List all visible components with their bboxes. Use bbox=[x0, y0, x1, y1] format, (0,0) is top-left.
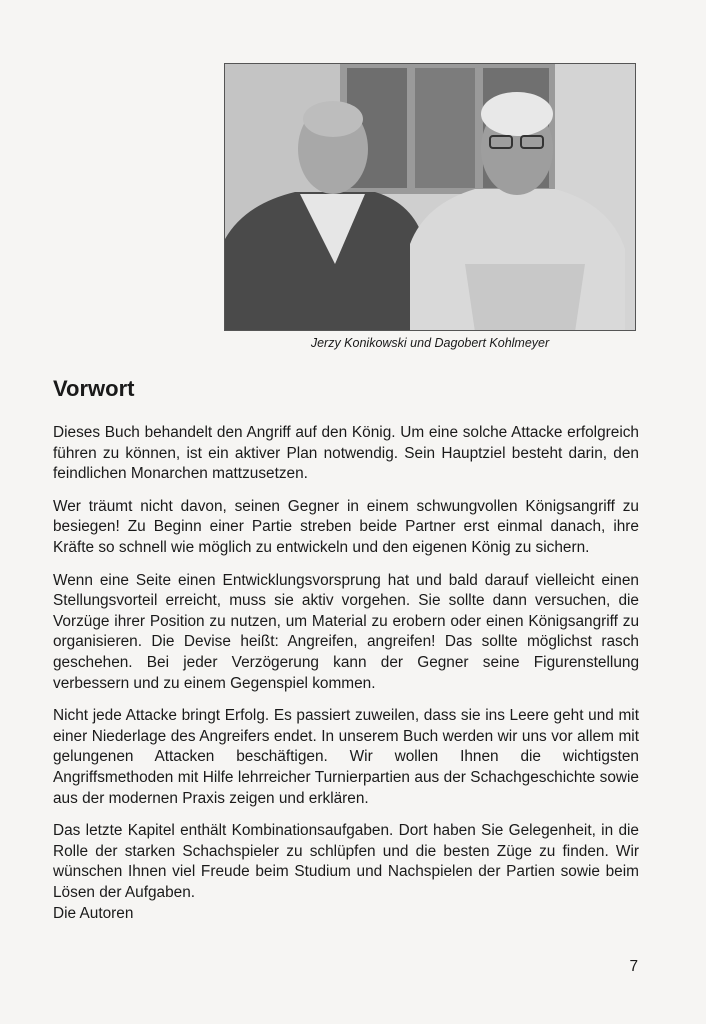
section-heading: Vorwort bbox=[53, 376, 135, 401]
photo-caption: Jerzy Konikowski und Dagobert Kohlmeyer bbox=[310, 336, 550, 350]
author-photo-image bbox=[225, 64, 636, 331]
paragraph: Wer träumt nicht davon, seinen Gegner in einem schwungvollen Königsangriff zu besiegen! Zu Beginn einer Partie streben beide Partner erst einmal danach, ihre Kräfte so schnell wie möglich zu entwickeln und den eigenen König zu sichern. bbox=[53, 497, 639, 556]
foreword-body bbox=[53, 423, 639, 915]
authors-signature: Die Autoren bbox=[53, 905, 134, 922]
page-number: 7 bbox=[629, 958, 638, 975]
paragraph: Das letzte Kapitel enthält Kombinationsaufgaben. Dort haben Sie Gelegenheit, in die Rolle der starken Schachspieler zu schlüpfen und die besten Züge zu finden. Wir wünschen Ihnen viel Freude beim Studium und Nachspielen der Partien sowie beim Lösen der Aufgaben. bbox=[53, 822, 639, 901]
author-photo bbox=[224, 63, 636, 331]
paragraph: Dieses Buch behandelt den Angriff auf den König. Um eine solche Attacke erfolgreich führen zu können, ist ein aktiver Plan notwendig. Sein Hauptziel besteht darin, den feindlichen Monarchen mattzusetzen. bbox=[53, 424, 639, 483]
paragraph: Nicht jede Attacke bringt Erfolg. Es passiert zuweilen, dass sie ins Leere geht und mit einer Niederlage des Angreifers endet. In unserem Buch werden wir uns vor allem mit gelungenen Attacken beschäftigen. Wir wollen Ihnen die wichtigsten Angriffsmethoden mit Hilfe lehrreicher Turnierpartien aus der Schachgeschichte sowie aus der modernen Praxis zeigen und erklären. bbox=[53, 707, 639, 807]
paragraph: Wenn eine Seite einen Entwicklungsvorsprung hat und bald darauf vielleicht einen Stellungsvorteil erreicht, muss sie aktiv vorgehen. Sie sollte dann versuchen, die Vorzüge ihrer Position zu nutzen, um Material zu erobern oder einen Königsangriff zu organisieren. Die Devise heißt: Angreifen, angreifen! Das sollte möglichst rasch geschehen. Bei jeder Verzögerung kann der Gegner seine Figurenstellung verbessern und zu einem Gegenspiel kommen. bbox=[53, 571, 639, 692]
